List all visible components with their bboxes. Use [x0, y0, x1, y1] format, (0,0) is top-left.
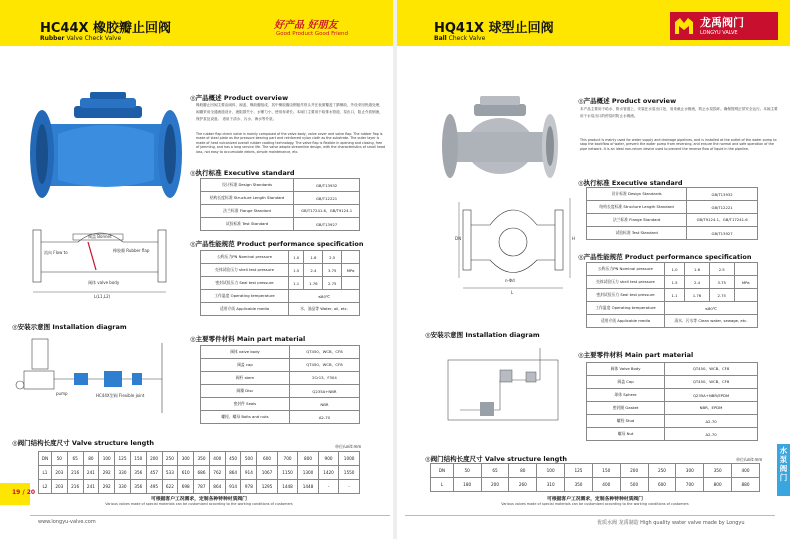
left-parts-table — [200, 345, 360, 424]
left-dim-table — [38, 451, 360, 494]
table-row — [587, 276, 758, 289]
table-cell: - — [339, 480, 360, 494]
table-cell: 壳体试验压力 shell test pressure — [201, 264, 289, 277]
table-cell: 125 — [565, 464, 593, 478]
table-cell: 阀体 valve body — [201, 346, 290, 359]
table-row — [201, 372, 360, 385]
right-overview-heading: ◎产品概述 Product overview — [578, 97, 677, 105]
table-cell: 1.1 — [289, 277, 304, 290]
table-cell: 法兰标准 Flange Standard — [201, 205, 294, 218]
table-cell: 适用介质 Applicable media — [587, 315, 665, 328]
label-nd: n-Φd — [505, 278, 515, 283]
logo-text-en: LONGYU VALVE — [700, 30, 738, 36]
left-dim-heading: ◎阀门结构长度尺寸 Valve structure length — [12, 439, 155, 447]
table-cell: 350 — [194, 452, 210, 466]
page-number: 19 / 20 — [12, 489, 36, 496]
table-cell: 100 — [537, 464, 565, 478]
table-row — [587, 214, 758, 227]
table-cell: GB/T13932 — [294, 179, 360, 192]
table-row — [201, 251, 360, 264]
label-pump: pump — [56, 391, 68, 396]
left-install-diagram — [12, 333, 182, 428]
table-row — [587, 363, 758, 376]
table-cell: 241 — [83, 480, 99, 494]
table-cell: 1448 — [277, 480, 298, 494]
label-h: H — [572, 236, 576, 241]
table-cell: 1.76 — [304, 277, 323, 290]
table-cell: 622 — [162, 480, 178, 494]
table-cell: 250 — [648, 464, 676, 478]
table-cell: 1150 — [277, 466, 298, 480]
table-cell: A2-70 — [665, 428, 758, 441]
label-bonnet: 阀盖 Bonnet — [88, 234, 112, 239]
left-custom-note: 可根据客户工况需求，定制各种特种材质阀门 — [151, 497, 247, 502]
table-cell: 241 — [83, 466, 99, 480]
table-row — [587, 227, 758, 240]
slogan: 好产品 好朋友 — [274, 20, 338, 31]
table-cell: L — [431, 478, 454, 492]
table-row — [587, 201, 758, 214]
right-standard-heading: ◎执行标准 Executive standard — [578, 179, 683, 187]
label-valve: HC44X型阀 Flexible joint — [96, 393, 145, 398]
left-overview-en: The rubber flap check valve is mainly composed of the valve body, valve cover and valve flap. The rubber flap is made of steel plate as the pressure bearing part and reinforced nylon cloth as the substrate. The outer layer is made of heat vulcanized overall rubber coating technology. The valve flap is flexible in opening and closing, free of jamming, and has a long service life. The valve adopts streamline design, with the characteristics of small head loss, not easy to accumulate debris, simple maintenance, etc. — [196, 132, 386, 154]
table-row — [587, 289, 758, 302]
table-cell: 2.75 — [323, 277, 342, 290]
table-cell: 1300 — [298, 466, 319, 480]
label-l: L — [511, 290, 514, 295]
table-row — [39, 480, 360, 494]
label-len: L(L1,L2) — [94, 294, 111, 299]
table-cell: 螺栓 Stud — [587, 415, 665, 428]
table-cell: 330 — [115, 466, 131, 480]
right-product-photo — [440, 96, 560, 186]
table-cell: MPa — [342, 264, 360, 277]
table-cell: 292 — [99, 466, 115, 480]
table-cell: 600 — [648, 478, 676, 492]
table-cell: 533 — [162, 466, 178, 480]
table-cell: 1.76 — [685, 289, 710, 302]
table-cell: 292 — [99, 480, 115, 494]
left-section-drawing — [28, 220, 178, 300]
table-cell: 试验标准 Test Standard — [587, 227, 687, 240]
table-cell: 610 — [178, 466, 194, 480]
right-performance-table — [586, 262, 758, 328]
table-cell: 864 — [209, 480, 225, 494]
table-cell: 试验标准 Test Standard — [201, 218, 294, 231]
table-cell: 900 — [318, 452, 339, 466]
table-cell: 457 — [146, 466, 162, 480]
table-row — [431, 478, 760, 492]
table-cell: 2.5 — [323, 251, 342, 264]
table-cell: 工作温度 Operating temperature — [587, 302, 665, 315]
table-cell: L1 — [39, 466, 52, 480]
table-cell: 800 — [298, 452, 319, 466]
table-row — [587, 315, 758, 328]
table-cell: 356 — [130, 466, 146, 480]
table-cell: 250 — [162, 452, 178, 466]
left-standard-heading: ◎执行标准 Executive standard — [190, 169, 295, 177]
left-performance-table — [200, 250, 360, 316]
table-cell: 880 — [732, 478, 760, 492]
table-cell: 500 — [241, 452, 257, 466]
table-cell: 设计标准 Design Standards — [587, 188, 687, 201]
table-cell: 螺母 Nut — [587, 428, 665, 441]
table-cell: 3.75 — [323, 264, 342, 277]
table-row — [587, 263, 758, 276]
table-cell: 150 — [130, 452, 146, 466]
table-row — [587, 302, 758, 315]
left-footer-url[interactable]: www.longyu-valve.com — [38, 519, 96, 525]
table-cell: 密封试验压力 Seal test pressure — [201, 277, 289, 290]
table-cell: 2.5 — [709, 263, 734, 276]
label-flap: 橡胶瓣 Rubber flap — [113, 248, 150, 253]
table-cell: 864 — [225, 466, 241, 480]
table-cell: QT450、WCB、CF8 — [289, 359, 359, 372]
table-row — [201, 303, 360, 316]
table-cell: 125 — [115, 452, 131, 466]
table-cell: - — [318, 480, 339, 494]
table-cell: 787 — [194, 480, 210, 494]
table-cell: 203 — [51, 480, 67, 494]
table-cell: 阀体 Valve Body — [587, 363, 665, 376]
table-cell: 2.4 — [304, 264, 323, 277]
slogan-en: Good Product Good Friend — [276, 31, 349, 37]
right-dim-heading: ◎阀门结构长度尺寸 Valve structure length — [425, 455, 568, 463]
table-cell: 阀盖 cap — [201, 359, 290, 372]
table-cell: 150 — [592, 464, 620, 478]
table-row — [587, 428, 758, 441]
right-overview-cn: 本产品主要用于给水、排水管道上，安装在水泵出口处，用来截止水倒流，防止水泵损坏。确保管网正常安全运行。本阀主要用于水泵出口的停泵时防止水倒流。 — [580, 107, 778, 118]
right-custom-note-en: Various valves made of special materials can be customized according to the working conditions of customers — [501, 502, 689, 506]
left-product-photo — [30, 90, 182, 225]
right-dim-unit: 单位/unit:mm — [736, 457, 763, 462]
table-cell: 公称压力PN Nominal pressure — [587, 263, 665, 276]
table-row — [201, 264, 360, 277]
table-cell: 914 — [225, 480, 241, 494]
table-cell: 80 — [509, 464, 537, 478]
table-cell: 2Cr13、F304 — [289, 372, 359, 385]
table-cell: 螺栓、螺母 Bolts and nuts — [201, 411, 290, 424]
table-cell: 200 — [481, 478, 509, 492]
left-standard-table — [200, 178, 360, 231]
table-cell: ≤80℃ — [664, 302, 757, 315]
left-footer-rule — [30, 515, 390, 516]
table-cell: 500 — [620, 478, 648, 492]
left-parts-heading: ◎主要零件材料 Main part material — [190, 335, 306, 343]
table-row — [201, 277, 360, 290]
table-cell: 阀盖 Cap — [587, 376, 665, 389]
table-row — [201, 205, 360, 218]
table-cell: 密封试验压力 Seal test pressure — [587, 289, 665, 302]
table-cell: Q235A+NBR/EPDM — [665, 389, 758, 402]
table-cell: 330 — [115, 480, 131, 494]
right-custom-note: 可根据客户工况需求，定制各种特种材质阀门 — [547, 497, 643, 502]
table-cell — [342, 277, 360, 290]
table-cell: 工作温度 Operating temperature — [201, 290, 289, 303]
right-performance-heading: ◎产品性能规范 Product performance specification — [578, 253, 752, 261]
table-cell: 1.1 — [664, 289, 684, 302]
table-cell: 200 — [620, 464, 648, 478]
table-cell: 350 — [565, 478, 593, 492]
table-cell: 1.6 — [304, 251, 323, 264]
table-cell: NBR、EPDM — [665, 402, 758, 415]
table-cell: 80 — [83, 452, 99, 466]
table-cell — [734, 289, 757, 302]
left-dim-unit: 单位/unit:mm — [335, 444, 362, 449]
table-cell: Q235A+NBR — [289, 385, 359, 398]
table-cell: GB/T17241.6、GB/T9124.1 — [294, 205, 360, 218]
table-row — [201, 398, 360, 411]
table-cell: 阀瓣 Disc — [201, 385, 290, 398]
table-cell: GB/T13927 — [687, 227, 758, 240]
table-cell: 50 — [453, 464, 481, 478]
table-cell: 203 — [51, 466, 67, 480]
table-cell: 50 — [51, 452, 67, 466]
table-cell: 356 — [130, 480, 146, 494]
left-custom-note-en: Various valves made of special materials can be customized according to the working conditions of customers — [105, 502, 293, 506]
table-cell: 1.5 — [289, 264, 304, 277]
table-row — [201, 385, 360, 398]
table-cell — [734, 263, 757, 276]
table-cell: MPa — [734, 276, 757, 289]
table-cell: 600 — [257, 452, 278, 466]
table-cell: 200 — [146, 452, 162, 466]
table-cell: 阀杆 stem — [201, 372, 290, 385]
table-cell: 密封件 Seals — [201, 398, 290, 411]
table-cell: DN — [39, 452, 52, 466]
right-tech-drawing — [455, 190, 580, 295]
table-cell: 1.6 — [685, 263, 710, 276]
table-cell: 1.0 — [289, 251, 304, 264]
table-row — [201, 179, 360, 192]
table-cell: 1.5 — [664, 276, 684, 289]
category-side-tab[interactable]: 水泵阀门 — [777, 444, 790, 496]
left-subtitle: Rubber Valve Check Valve — [40, 35, 122, 42]
table-cell: 水、油品等 Water, oil, etc. — [289, 303, 360, 316]
table-cell: GB/T13927 — [294, 218, 360, 231]
label-dn: DN — [455, 236, 462, 241]
table-cell: 762 — [209, 466, 225, 480]
table-cell: 65 — [67, 452, 83, 466]
table-cell: 1067 — [257, 466, 278, 480]
table-row — [201, 359, 360, 372]
table-cell: 清水、污水等 Clean water, sewage, etc. — [664, 315, 757, 328]
table-cell: DN — [431, 464, 454, 478]
right-title: HQ41X 球型止回阀 — [434, 21, 554, 36]
table-cell: 400 — [592, 478, 620, 492]
right-install-heading: ◎安装示意图 Installation diagram — [425, 331, 540, 339]
table-cell: 700 — [676, 478, 704, 492]
right-parts-table — [586, 362, 758, 441]
table-row — [39, 466, 360, 480]
logo-text-cn: 龙禹阀门 — [700, 16, 744, 29]
table-cell: GB/T12221 — [687, 201, 758, 214]
table-cell: 65 — [481, 464, 509, 478]
table-cell: 100 — [99, 452, 115, 466]
table-cell: L2 — [39, 480, 52, 494]
table-cell: 1448 — [298, 480, 319, 494]
table-cell: 1550 — [339, 466, 360, 480]
table-row — [201, 290, 360, 303]
table-cell: 400 — [732, 464, 760, 478]
left-install-heading: ◎安装示意图 Installation diagram — [12, 323, 127, 331]
page-gutter — [393, 0, 397, 539]
table-cell: 700 — [277, 452, 298, 466]
right-subtitle: Ball Check Valve — [434, 35, 486, 42]
label-body: 阀体 valve body — [88, 280, 120, 285]
table-cell: A2-70 — [665, 415, 758, 428]
table-row — [587, 389, 758, 402]
table-cell: 450 — [225, 452, 241, 466]
table-cell: 216 — [67, 480, 83, 494]
right-dim-table — [430, 463, 760, 492]
table-cell: GB/T13932 — [687, 188, 758, 201]
table-cell: 结构长度标准 Structure Length Standard — [201, 192, 294, 205]
left-title: HC44X 橡胶瓣止回阀 — [40, 21, 172, 36]
table-cell: QT450、WCB、CF8 — [289, 346, 359, 359]
table-row — [201, 192, 360, 205]
right-install-diagram — [440, 340, 580, 435]
brand-logo — [670, 12, 778, 40]
table-cell: 1.0 — [664, 263, 684, 276]
table-cell: 495 — [146, 480, 162, 494]
table-cell: 3.75 — [709, 276, 734, 289]
table-cell: 1000 — [339, 452, 360, 466]
table-cell: 800 — [704, 478, 732, 492]
table-cell: QT450、WCB、CF8 — [665, 363, 758, 376]
table-cell: 1295 — [257, 480, 278, 494]
table-row — [201, 218, 360, 231]
table-cell: 300 — [178, 452, 194, 466]
table-cell: 结构长度标准 Structure Length Standard — [587, 201, 687, 214]
right-footer-rule — [405, 515, 775, 516]
table-row — [201, 346, 360, 359]
table-cell: 180 — [453, 478, 481, 492]
table-cell: 310 — [537, 478, 565, 492]
table-cell: 350 — [704, 464, 732, 478]
table-cell: 698 — [178, 480, 194, 494]
table-row — [431, 464, 760, 478]
table-row — [587, 415, 758, 428]
table-cell: QT450、WCB、CF8 — [665, 376, 758, 389]
left-overview-heading: ◎产品概述 Product overview — [190, 94, 289, 102]
page-number-badge — [0, 483, 36, 505]
table-row — [201, 411, 360, 424]
table-cell: 设计标准 Design Standards — [201, 179, 294, 192]
table-cell: 1420 — [318, 466, 339, 480]
table-cell: A2-70 — [289, 411, 359, 424]
left-overview-cn: 橡胶瓣止回阀主要由阀体、阀盖、橡胶瓣组成，其中橡胶瓣由钢板作骨头并在表面覆盖丁腈橡胶，外设采用热熔处理，阀瓣采用全通流道设计，流阻损失小，水锤力小，使用寿命长。本阀门主要用于给排水管道、泵出口，阻止介质倒流，保护泵及设备。 适用于清水、污水、海水等介质。 — [196, 103, 383, 121]
table-cell: 壳体试验压力 shell test pressure — [587, 276, 665, 289]
right-footer-slogan: 优质水阀 龙禹制造 High quality water valve made by Longyu — [597, 520, 745, 526]
table-cell: 400 — [209, 452, 225, 466]
logo-mark-icon — [672, 14, 696, 38]
table-cell: 216 — [67, 466, 83, 480]
table-row — [587, 376, 758, 389]
table-cell: 300 — [676, 464, 704, 478]
table-cell: 2.4 — [685, 276, 710, 289]
table-cell: ≤80℃ — [289, 290, 360, 303]
table-cell: 密封圈 Gasket — [587, 402, 665, 415]
label-flow: 流向 Flow to — [44, 250, 68, 255]
table-cell: GB/T9124.1、GB/T17241.6 — [687, 214, 758, 227]
right-parts-heading: ◎主要零件材料 Main part material — [578, 351, 694, 359]
left-performance-heading: ◎产品性能规范 Product performance specification — [190, 240, 364, 248]
table-cell: 914 — [241, 466, 257, 480]
table-cell: 法兰标准 Flange Standard — [587, 214, 687, 227]
table-cell: 公称压力PN Nominal pressure — [201, 251, 289, 264]
table-cell: 2.75 — [709, 289, 734, 302]
table-cell: 978 — [241, 480, 257, 494]
table-row — [587, 402, 758, 415]
table-cell: 球体 Sphere — [587, 389, 665, 402]
table-cell: NBR — [289, 398, 359, 411]
table-row — [39, 452, 360, 466]
table-cell: 260 — [509, 478, 537, 492]
right-overview-en: This product is mainly used for water supply and drainage pipelines, and is installed at the outlet of the water pump to stop the backflow of water, prevent the water pump from reversing, and ensure the normal and safe operation of the pipe network. It is an ideal non-return device used to prevent the reverse flow of liquid in the pipeline. — [580, 138, 777, 151]
table-cell: 686 — [194, 466, 210, 480]
right-standard-table — [586, 187, 758, 240]
table-cell: 适用介质 Applicable media — [201, 303, 289, 316]
table-row — [587, 188, 758, 201]
table-cell: GB/T12221 — [294, 192, 360, 205]
table-cell — [342, 251, 360, 264]
